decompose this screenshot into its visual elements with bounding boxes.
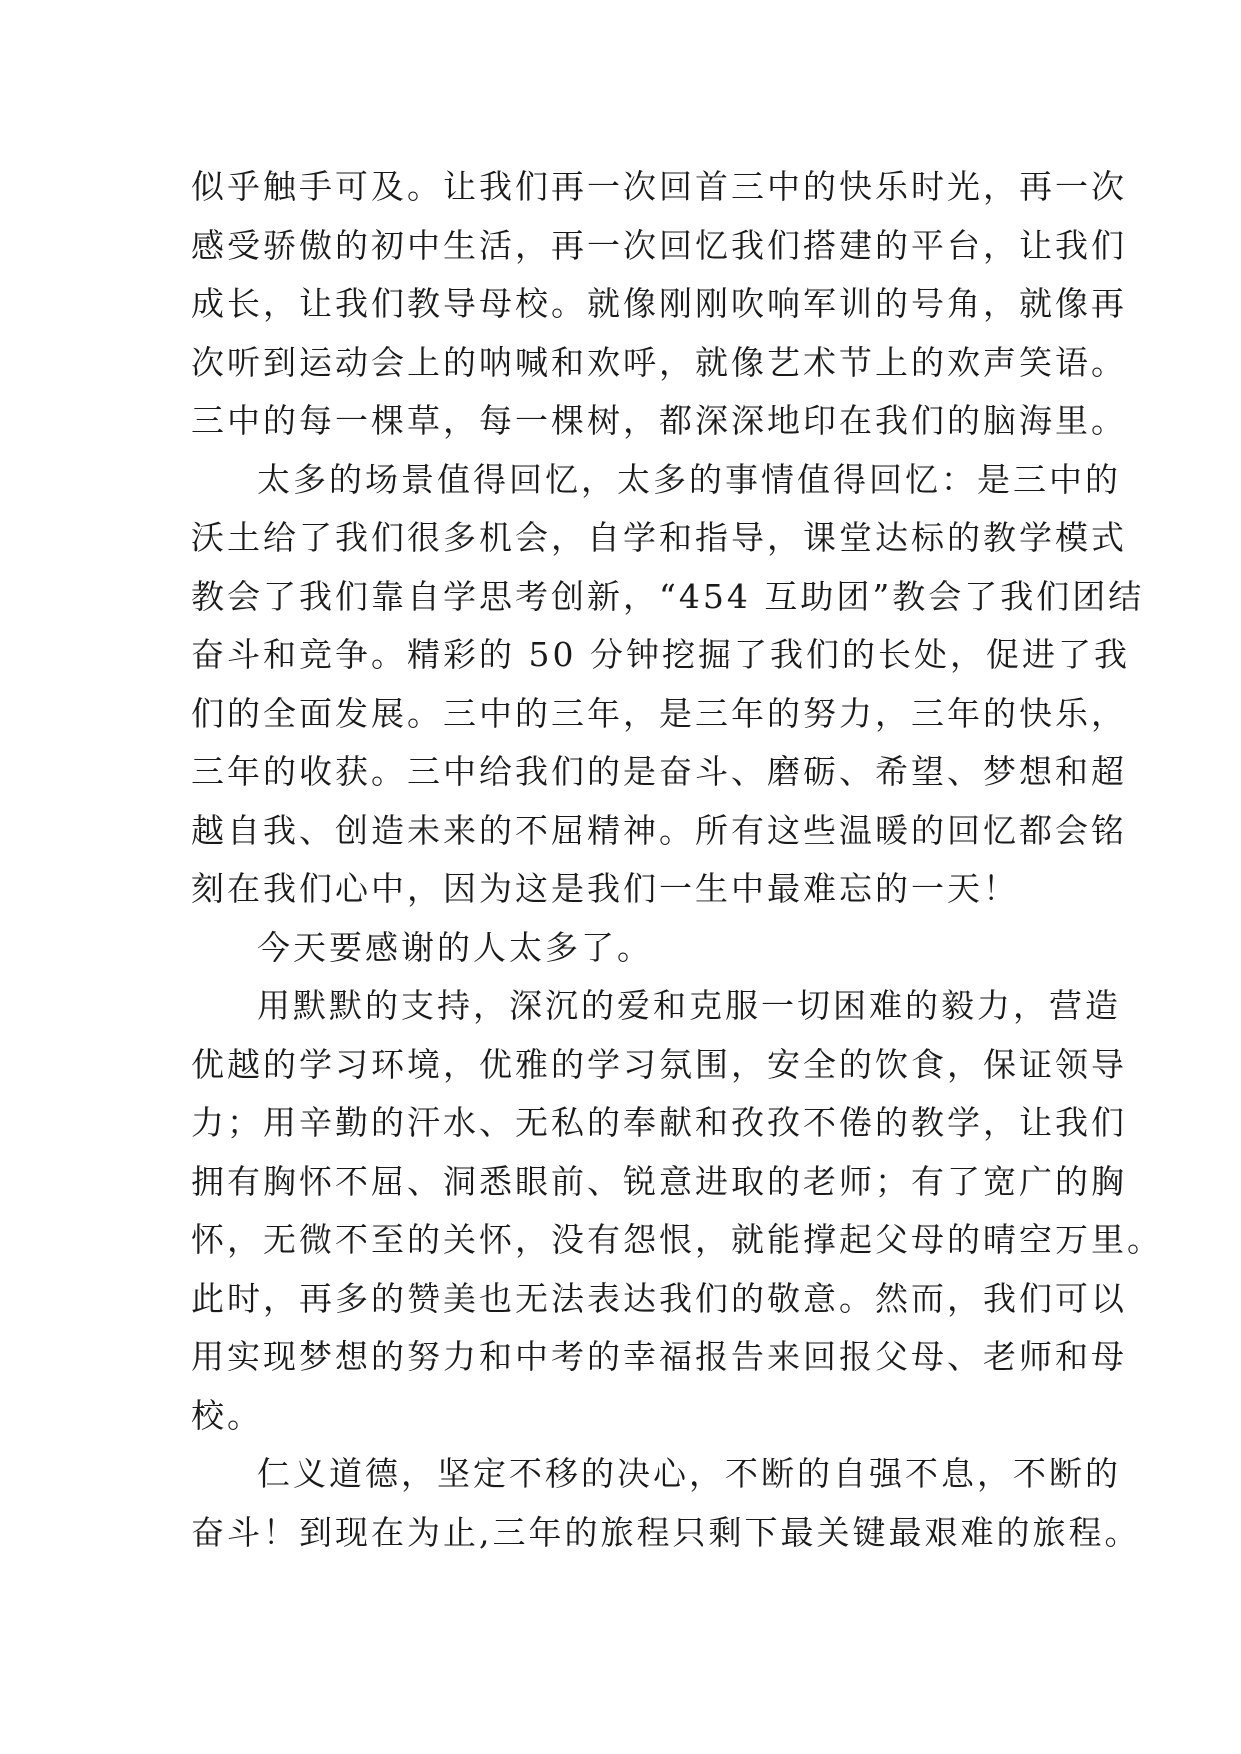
paragraph-line: 优越的学习环境，优雅的学习氛围，安全的饮食，保证领导 [191,1044,1127,1084]
paragraph-line: 校。 [191,1395,263,1435]
paragraph-1 [191,158,1127,451]
paragraph-line: 三中的每一棵草，每一棵树，都深深地印在我们的脑海里。 [191,401,1127,440]
paragraph-line: 们的全面发展。三中的三年，是三年的努力，三年的快乐， [191,693,1127,733]
paragraph-line: 感受骄傲的初中生活，再一次回忆我们搭建的平台，让我们 [191,225,1127,265]
paragraph-line: 用默默的支持，深沉的爱和克服一切困难的毅力，营造 [257,986,1121,1025]
paragraph-3 [191,919,1071,978]
paragraph-line: 今天要感谢的人太多了。 [257,927,653,967]
paragraph-line: 用实现梦想的努力和中考的幸福报告来回报父母、老师和母 [191,1337,1127,1376]
paragraph-line: 仁义道德，坚定不移的决心，不断的自强不息，不断的 [257,1454,1121,1493]
paragraph-line: 太多的场景值得回忆，太多的事情值得回忆：是三中的 [257,459,1121,499]
paragraph-line: 似乎触手可及。让我们再一次回首三中的快乐时光，再一次 [191,167,1127,206]
paragraph-line: 越自我、创造未来的不屈精神。所有这些温暖的回忆都会铭 [191,810,1127,850]
paragraph-line: 沃土给了我们很多机会，自学和指导，课堂达标的教学模式 [191,518,1127,557]
paragraph-5 [191,1445,1141,1562]
paragraph-line: 奋斗！到现在为止,三年的旅程只剩下最关键最艰难的旅程。 [191,1512,1141,1552]
body-text [191,158,1163,1562]
paragraph-line: 成长，让我们教导母校。就像刚刚吹响军训的号角，就像再 [191,284,1127,323]
paragraph-line: 教会了我们靠自学思考创新，“454 互助团”教会了我们团结 [191,576,1145,616]
paragraph-line: 力；用辛勤的汗水、无私的奉献和孜孜不倦的教学，让我们 [191,1103,1127,1142]
paragraph-line: 拥有胸怀不屈、洞悉眼前、锐意进取的老师；有了宽广的胸 [191,1161,1127,1201]
paragraph-2 [191,451,1145,919]
paragraph-4 [191,977,1163,1445]
paragraph-line: 怀，无微不至的关怀，没有怨恨，就能撑起父母的晴空万里。 [191,1220,1163,1259]
paragraph-line: 此时，再多的赞美也无法表达我们的敬意。然而，我们可以 [191,1278,1127,1318]
paragraph-line: 奋斗和竞争。精彩的 50 分钟挖掘了我们的长处，促进了我 [191,635,1130,674]
paragraph-line: 三年的收获。三中给我们的是奋斗、磨砺、希望、梦想和超 [191,752,1127,791]
paragraph-line: 次听到运动会上的呐喊和欢呼，就像艺术节上的欢声笑语。 [191,342,1127,382]
paragraph-line: 刻在我们心中，因为这是我们一生中最难忘的一天！ [191,869,1019,908]
